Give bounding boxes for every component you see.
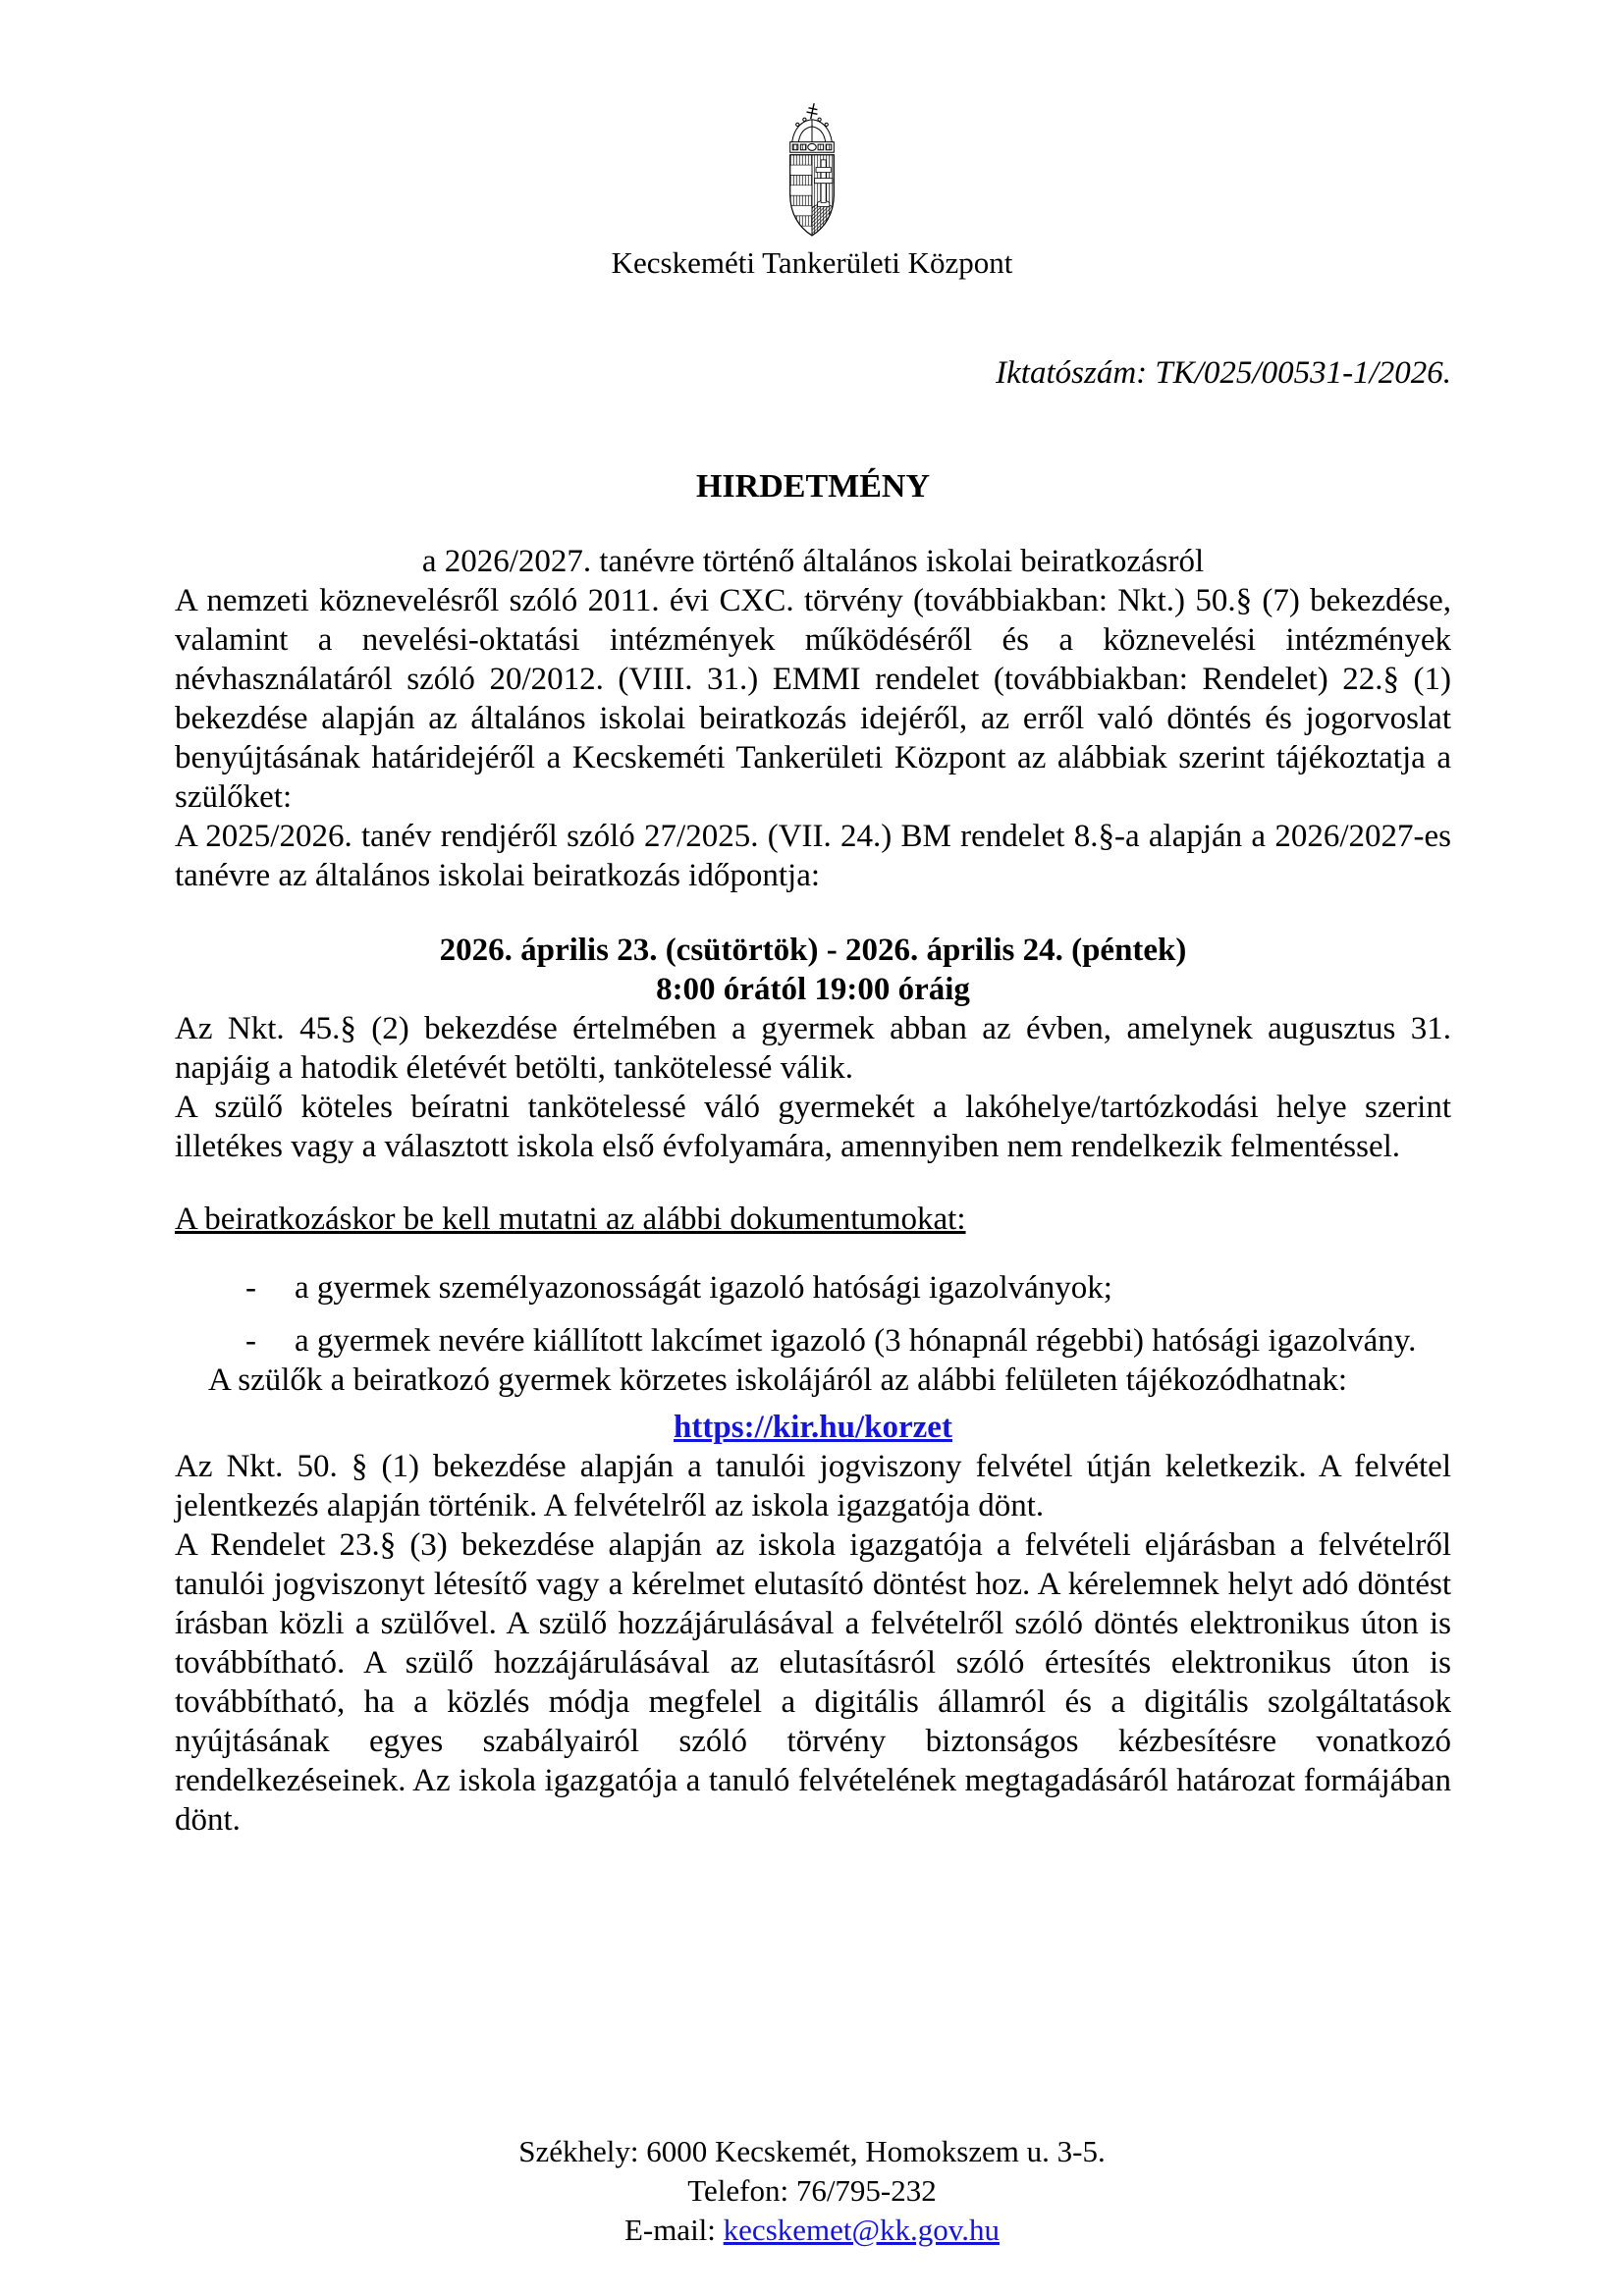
documents-heading-text: A beiratkozáskor be kell mutatni az alábbi dokumentumokat: — [175, 1201, 966, 1237]
bullet-dash: - — [245, 1270, 256, 1306]
hungarian-coat-of-arms-icon — [777, 100, 847, 240]
page-subtitle: a 2026/2027. tanévre történő általános iskolai beiratkozásról — [421, 544, 1205, 579]
bullet-text-address-card: a gyermek nevére kiállított lakcímet igazoló (3 hónapnál régebbi) hatósági igazolvány. — [295, 1323, 1417, 1359]
enrollment-date-hours: 8:00 órától 19:00 óráig — [656, 972, 970, 1007]
bullet-dash: - — [245, 1323, 256, 1359]
paragraph-link-intro: A szülők a beiratkozó gyermek körzetes iskolájáról az alábbi felületen tájékozódhatnak: — [208, 1362, 1348, 1398]
bullet-text-identity-documents: a gyermek személyazonosságát igazoló hatósági igazolványok; — [295, 1270, 1112, 1306]
paragraph-admission: Az Nkt. 50. § (1) bekezdése alapján a tanulói jogviszony felvétel útján keletkezik. A felvétel jelentkezés alapján történik. A felvételről az iskola igazgatója dönt. — [175, 1449, 1451, 1523]
paragraph-decision-process: A Rendelet 23.§ (3) bekezdése alapján az iskola igazgatója a felvételi eljárásban a felvételről tanulói jogviszonyt létesítő vagy a kérelmet elutasító döntést hoz. A kérelemnek helyt adó döntést írásban közli a szülővel. A szülő hozzájárulásával a felvételről szóló döntés elektronikus úton is továbbítható. A szülő hozzájárulásával az elutasításról szóló értesítés elektronikus úton is továbbítható, ha a közlés módja megfelel a digitális államról és a digitális szolgáltatások nyújtásának egyes szabályairól szóló törvény biztonságos kézbesítésre vonatkozó rendelkezéseinek. Az iskola igazgatója a tanuló felvételének megtagadásáról határozat formájában dönt. — [175, 1527, 1451, 1838]
footer-email-line — [0, 2211, 1624, 2250]
org-name: Kecskeméti Tankerületi Központ — [611, 245, 1013, 280]
footer-phone: Telefon: 76/795-232 — [687, 2173, 937, 2208]
documents-heading — [175, 1200, 1451, 1239]
enrollment-dates — [175, 931, 1451, 1009]
list-item — [175, 1268, 1451, 1308]
paragraph-school-age: Az Nkt. 45.§ (2) bekezdése értelmében a gyermek abban az évben, amelynek augusztus 31. napjáig a hatodik életévét betölti, tankötelessé válik. — [175, 1011, 1451, 1086]
footer-email-label: E-mail: — [623, 2213, 724, 2247]
reference-number: Iktatószám: TK/025/00531-1/2026. — [996, 355, 1451, 391]
paragraph-schedule-intro: A 2025/2026. tanév rendjéről szóló 27/2025. (VII. 24.) BM rendelet 8.§-a alapján a 2026/2027-es tanévre az általános iskolai beiratkozás időpontja: — [175, 819, 1451, 893]
enrollment-date-days: 2026. április 23. (csütörtök) - 2026. április 24. (péntek) — [439, 933, 1187, 968]
paragraph-legal-basis: A nemzeti köznevelésről szóló 2011. évi CXC. törvény (továbbiakban: Nkt.) 50.§ (7) bekezdése, valamint a nevelési-oktatási intézmények működéséről és a köznevelési intézmények névhasználatáról szóló 20/2012. (VIII. 31.) EMMI rendelet (továbbiakban: Rendelet) 22.§ (1) bekezdése alapján az általános iskolai beiratkozás idejéről, az erről való döntés és jogorvoslat benyújtásának határidejéről a Kecskeméti Tankerületi Központ az alábbiak szerint tájékoztatja a szülőket: — [175, 583, 1451, 815]
footer-email-link[interactable]: kecskemet@kk.gov.hu — [723, 2213, 1001, 2247]
list-item — [175, 1321, 1451, 1361]
page-title: HIRDETMÉNY — [695, 468, 931, 505]
document-header — [0, 0, 1624, 283]
korzet-link[interactable]: https://kir.hu/korzet — [674, 1410, 952, 1445]
paragraph-parent-obligation: A szülő köteles beíratni tankötelessé váló gyermekét a lakóhelye/tartózkodási helye szerint illetékes vagy a választott iskola első évfolyamára, amennyiben nem rendelkezik felmentéssel. — [175, 1090, 1451, 1164]
footer-address: Székhely: 6000 Kecskemét, Homokszem u. 3-5. — [518, 2134, 1106, 2168]
document-body — [0, 353, 1624, 1840]
document-footer — [0, 2132, 1624, 2250]
korzet-link-line — [175, 1408, 1451, 1447]
